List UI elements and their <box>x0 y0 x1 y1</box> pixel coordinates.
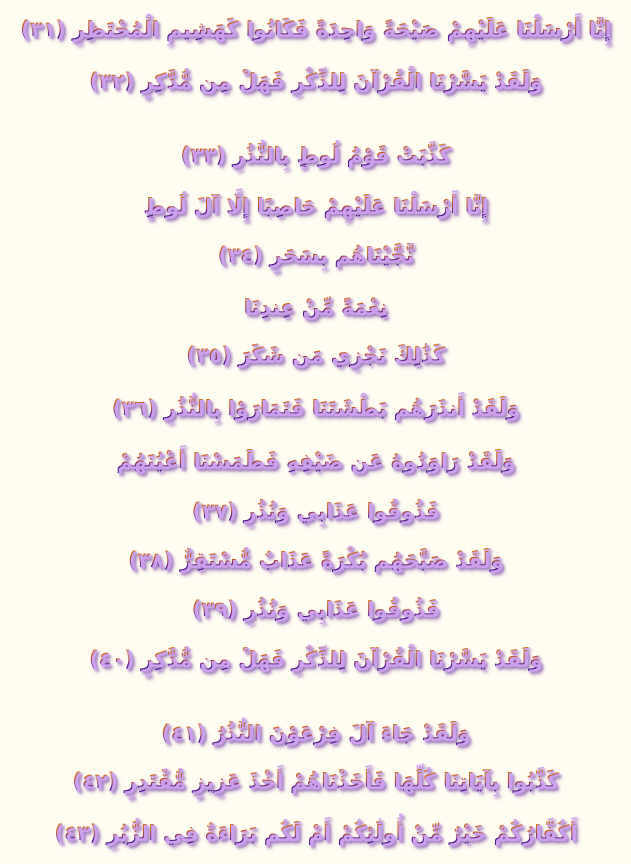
verse-line-35b <box>0 340 631 370</box>
verse-line-39 <box>0 594 631 624</box>
verse-text: وَلَقَدْ صَبَّحَهُم بُكْرَةً عَذَابٌ مُّسْتَقِرٌّ (٣٨) <box>127 548 504 572</box>
verse-line-34b <box>0 240 631 270</box>
verse-line-41 <box>0 718 631 748</box>
verse-line-33 <box>0 140 631 170</box>
verse-text: نَّجَّيْنَاهُم بِسَحَرٍ (٣٤) <box>217 243 414 267</box>
verse-text: إِنَّا أَرْسَلْنَا عَلَيْهِمْ حَاصِبًا إِلَّا آلَ لُوطٍ <box>143 194 488 218</box>
verse-line-36 <box>0 393 631 423</box>
verse-text: نِعْمَةً مِّنْ عِندِنَا <box>243 295 388 319</box>
verse-text: كَذَٰلِكَ نَجْزِي مَن شَكَرَ (٣٥) <box>185 343 446 367</box>
verse-line-38 <box>0 545 631 575</box>
verse-text: كَذَّبَتْ قَوْمُ لُوطٍ بِالنُّذُرِ (٣٣) <box>180 143 451 167</box>
verse-line-37a <box>0 446 631 476</box>
verse-text: وَلَقَدْ أَنذَرَهُم بَطْشَتَنَا فَتَمَارَوْا بِالنُّذُرِ (٣٦) <box>111 396 520 420</box>
verse-text: أَكُفَّارُكُمْ خَيْرٌ مِّنْ أُولَٰئِكُمْ أَمْ لَكُم بَرَاءَةٌ فِي الزُّبُرِ (٤٣) <box>54 821 577 845</box>
verse-text: فَذُوقُوا عَذَابِي وَنُذُرِ (٣٩) <box>191 597 440 621</box>
verse-text: كَذَّبُوا بِآيَاتِنَا كُلِّهَا فَأَخَذْنَاهُمْ أَخْذَ عَزِيزٍ مُّقْتَدِرٍ (٤٢) <box>72 769 559 793</box>
verse-line-37b <box>0 496 631 526</box>
verse-text: وَلَقَدْ يَسَّرْنَا الْقُرْآنَ لِلذِّكْرِ فَهَلْ مِن مُّدَّكِرٍ (٣٢) <box>88 69 543 93</box>
verse-line-31 <box>0 14 631 44</box>
verse-text: وَلَقَدْ يَسَّرْنَا الْقُرْآنَ لِلذِّكْرِ فَهَلْ مِن مُّدَّكِرٍ (٤٠) <box>88 647 543 671</box>
verse-line-42 <box>0 766 631 796</box>
verse-text: إِنَّا أَرْسَلْنَا عَلَيْهِمْ صَيْحَةً وَاحِدَةً فَكَانُوا كَهَشِيمِ الْمُحْتَظِرِ (٣١) <box>20 17 611 41</box>
verse-line-40 <box>0 644 631 674</box>
verse-line-35a <box>0 292 631 322</box>
verse-text: وَلَقَدْ جَاءَ آلَ فِرْعَوْنَ النُّذُرُ (٤١) <box>161 721 470 745</box>
verse-text: فَذُوقُوا عَذَابِي وَنُذُرِ (٣٧) <box>191 499 440 523</box>
verse-text: وَلَقَدْ رَاوَدُوهُ عَن ضَيْفِهِ فَطَمَسْنَا أَعْيُنَهُمْ <box>116 449 515 473</box>
verse-line-43 <box>0 818 631 848</box>
verse-line-34a <box>0 191 631 221</box>
verse-line-32 <box>0 66 631 96</box>
